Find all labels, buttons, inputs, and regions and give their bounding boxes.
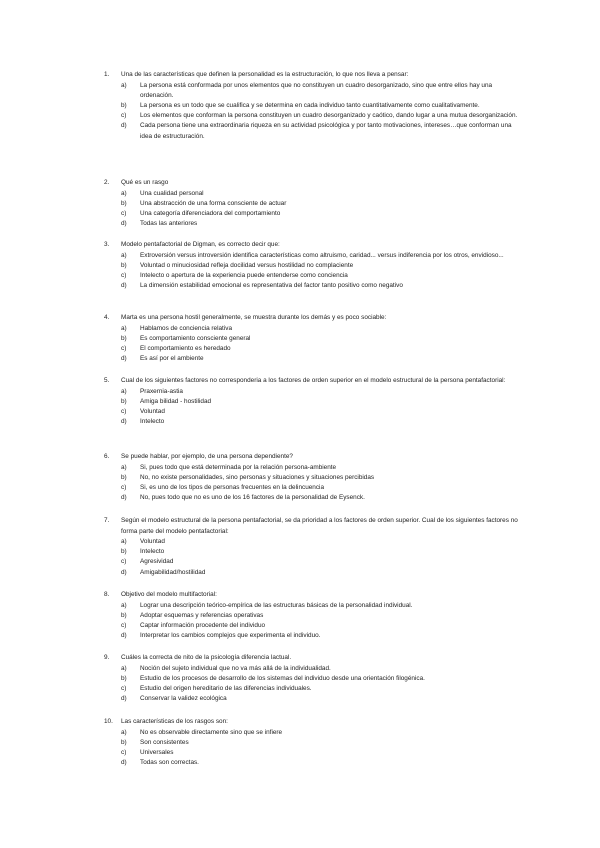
option-text: Adoptar esquemas y referencias operativas [140,611,264,619]
option-text: Agresividad [140,558,174,566]
option-letter: d) [121,695,127,703]
option-letter: c) [121,748,127,756]
option-text: Si, pues todo que está determinada por la relación persona-ambiente [140,463,337,471]
option-text: No, pues todo que no es uno de los 16 factores de la personalidad de Eysenck. [140,494,365,502]
option-letter: a) [121,251,127,259]
option-letter: a) [121,463,127,471]
option-text: Voluntad [140,407,165,415]
option-text: Una categoría diferenciadora del comportamiento [140,209,281,217]
question-number: 8. [104,591,110,598]
option-text: Intelecto o apertura de la experiencia puede entenderse como conciencia [140,271,348,279]
option-text: Praxernia-astia [140,387,183,395]
question-7 [104,516,524,578]
option-text: Estudio de los procesos de desarrollo de los sistemas del individuo desde una orientación filogénica. [140,674,425,682]
option-letter: b) [121,611,127,619]
option-text: Una abstracción de una forma consciente de actuar [140,199,287,207]
option-letter: d) [121,568,127,576]
question-text: Modelo pentafactorial de Digman, es correcto decir que: [121,241,280,248]
option-letter: b) [121,397,127,405]
question-text: Objetivo del modelo multifactorial: [121,591,217,598]
question-number: 9. [104,654,110,661]
option-text: Hablamos de conciencia relativa [140,324,233,332]
question-text: Una de las características que definen la personalidad es la estructuración, lo que nos lleva a pensar: [121,71,409,78]
question-text: Cuáles la correcta de nito de la psicología diferencia lactual. [121,654,292,661]
question-text: Marta es una persona hostil generalmente, se muestra durante los demás y es poco sociable: [121,314,387,321]
option-text: Si, es uno de los tipos de personas frecuentes en la delincuencia [140,483,325,491]
question-number: 6. [104,453,110,460]
option-text: Voluntad [140,538,165,545]
question-number: 4. [104,314,110,321]
question-number: 7. [104,517,110,524]
option-text: Los elementos que conforman la persona constituyen un cuadro desorganizado y caótico, dando lugar a una mutua desorganización. [140,112,518,120]
option-letter: d) [121,494,127,502]
option-text: El comportamiento es heredado [140,344,231,352]
option-letter: c) [121,344,127,352]
option-text: Todas son correctas. [140,759,199,767]
question-number: 1. [104,71,110,78]
option-text: Extroversión versus introversión identifica características como altruismo, caridad... versus indiferencia por los otros, envidioso... [140,251,504,259]
option-text: La persona está conformada por unos elementos que no constituyen un cuadro desorganizado, sino que entre ellos hay una ordenación. [140,81,493,99]
option-letter: a) [121,387,127,395]
option-text: Estudio del origen hereditario de las diferencias individuales. [140,684,312,692]
question-5 [104,376,524,427]
option-text: Amigabilidad/hostilidad [140,568,206,576]
question-text: Qué es un rasgo [121,179,169,186]
question-9 [104,653,524,704]
option-letter: d) [121,632,127,640]
option-letter: a) [121,189,127,197]
option-text: Todas las anteriores [140,220,198,228]
option-letter: a) [121,324,127,332]
question-number: 10. [104,718,113,725]
option-letter: c) [121,558,127,566]
option-text: Es así por el ambiente [140,355,204,363]
option-letter: d) [121,759,127,767]
option-text: Intelecto [140,548,165,556]
question-number: 5. [104,377,110,384]
option-text: Captar información procedente del individuo [140,621,266,629]
option-text: Voluntad o minuciosidad refleja docilidad versus hostilidad no complaciente [140,261,354,269]
option-text: No, no existe personalidades, sino personas y situaciones y situaciones percibidas [140,473,375,481]
option-letter: b) [121,334,127,342]
question-number: 2. [104,179,110,186]
option-text: La persona es un todo que se cualifica y se determina en cada individuo tanto cuantitativamente como cualitativamente. [140,101,480,109]
option-letter: b) [121,674,127,682]
option-text: Intelecto [140,418,165,426]
question-text: Se puede hablar, por ejemplo, de una persona dependiente? [121,453,293,460]
question-text: Según el modelo estructural de la persona pentafactorial, se da prioridad a los factores de orden superior. Cual de los siguientes factores no forma parte del modelo pentafactorial: [121,517,518,535]
question-8 [104,590,524,641]
option-letter: b) [121,548,127,556]
question-6 [104,452,524,503]
option-text: Interpretar los cambios complejos que experimenta el individuo. [140,632,321,640]
question-1 [104,70,524,142]
option-letter: b) [121,199,127,207]
option-letter: c) [121,209,127,217]
option-text: Es comportamiento consciente general [140,334,251,342]
option-letter: a) [121,81,127,89]
option-letter: b) [121,101,127,109]
option-letter: d) [121,220,127,228]
option-letter: c) [121,684,127,692]
option-text: Noción del sujeto individual que no va más allá de la individualidad. [140,664,331,672]
option-letter: b) [121,473,127,481]
option-letter: b) [121,738,127,746]
option-text: Lograr una descripción teórico-empírica de las estructuras básicas de la personalidad individual. [140,601,413,609]
option-letter: c) [121,483,127,491]
option-letter: a) [121,664,127,672]
option-letter: c) [121,407,127,415]
question-4 [104,313,524,364]
option-letter: d) [121,122,127,130]
question-3 [104,240,524,291]
option-text: Cada persona tiene una extraordinaria riqueza en su actividad psicológica y por tanto motivaciones, intereses…que conforman una idea de estructuración. [140,122,512,140]
option-text: Universales [140,748,174,756]
option-text: No es observable directamente sino que se infiere [140,728,283,736]
option-text: Son consistentes [140,738,189,746]
question-text: Cual de los siguientes factores no corresponderia a los factores de orden superior en el modelo estructural de la persona pentafactorial: [121,377,506,384]
option-letter: d) [121,282,127,290]
option-letter: a) [121,538,127,545]
option-letter: a) [121,601,127,609]
option-letter: d) [121,418,127,426]
option-text: Conservar la validez ecológica [140,695,227,703]
option-text: La dimensión estabilidad emocional es representativa del factor tanto positivo como negativo [140,282,403,290]
option-letter: c) [121,112,127,120]
option-text: Amiga bilidad - hostilidad [140,397,212,405]
option-letter: a) [121,728,127,736]
option-letter: c) [121,271,127,279]
option-letter: b) [121,261,127,269]
question-2 [104,178,524,229]
option-letter: c) [121,621,127,629]
question-number: 3. [104,241,110,248]
question-10 [104,717,524,768]
option-text: Una cualidad personal [140,189,204,197]
question-text: Las características de los rasgos son: [121,718,228,725]
option-letter: d) [121,355,127,363]
